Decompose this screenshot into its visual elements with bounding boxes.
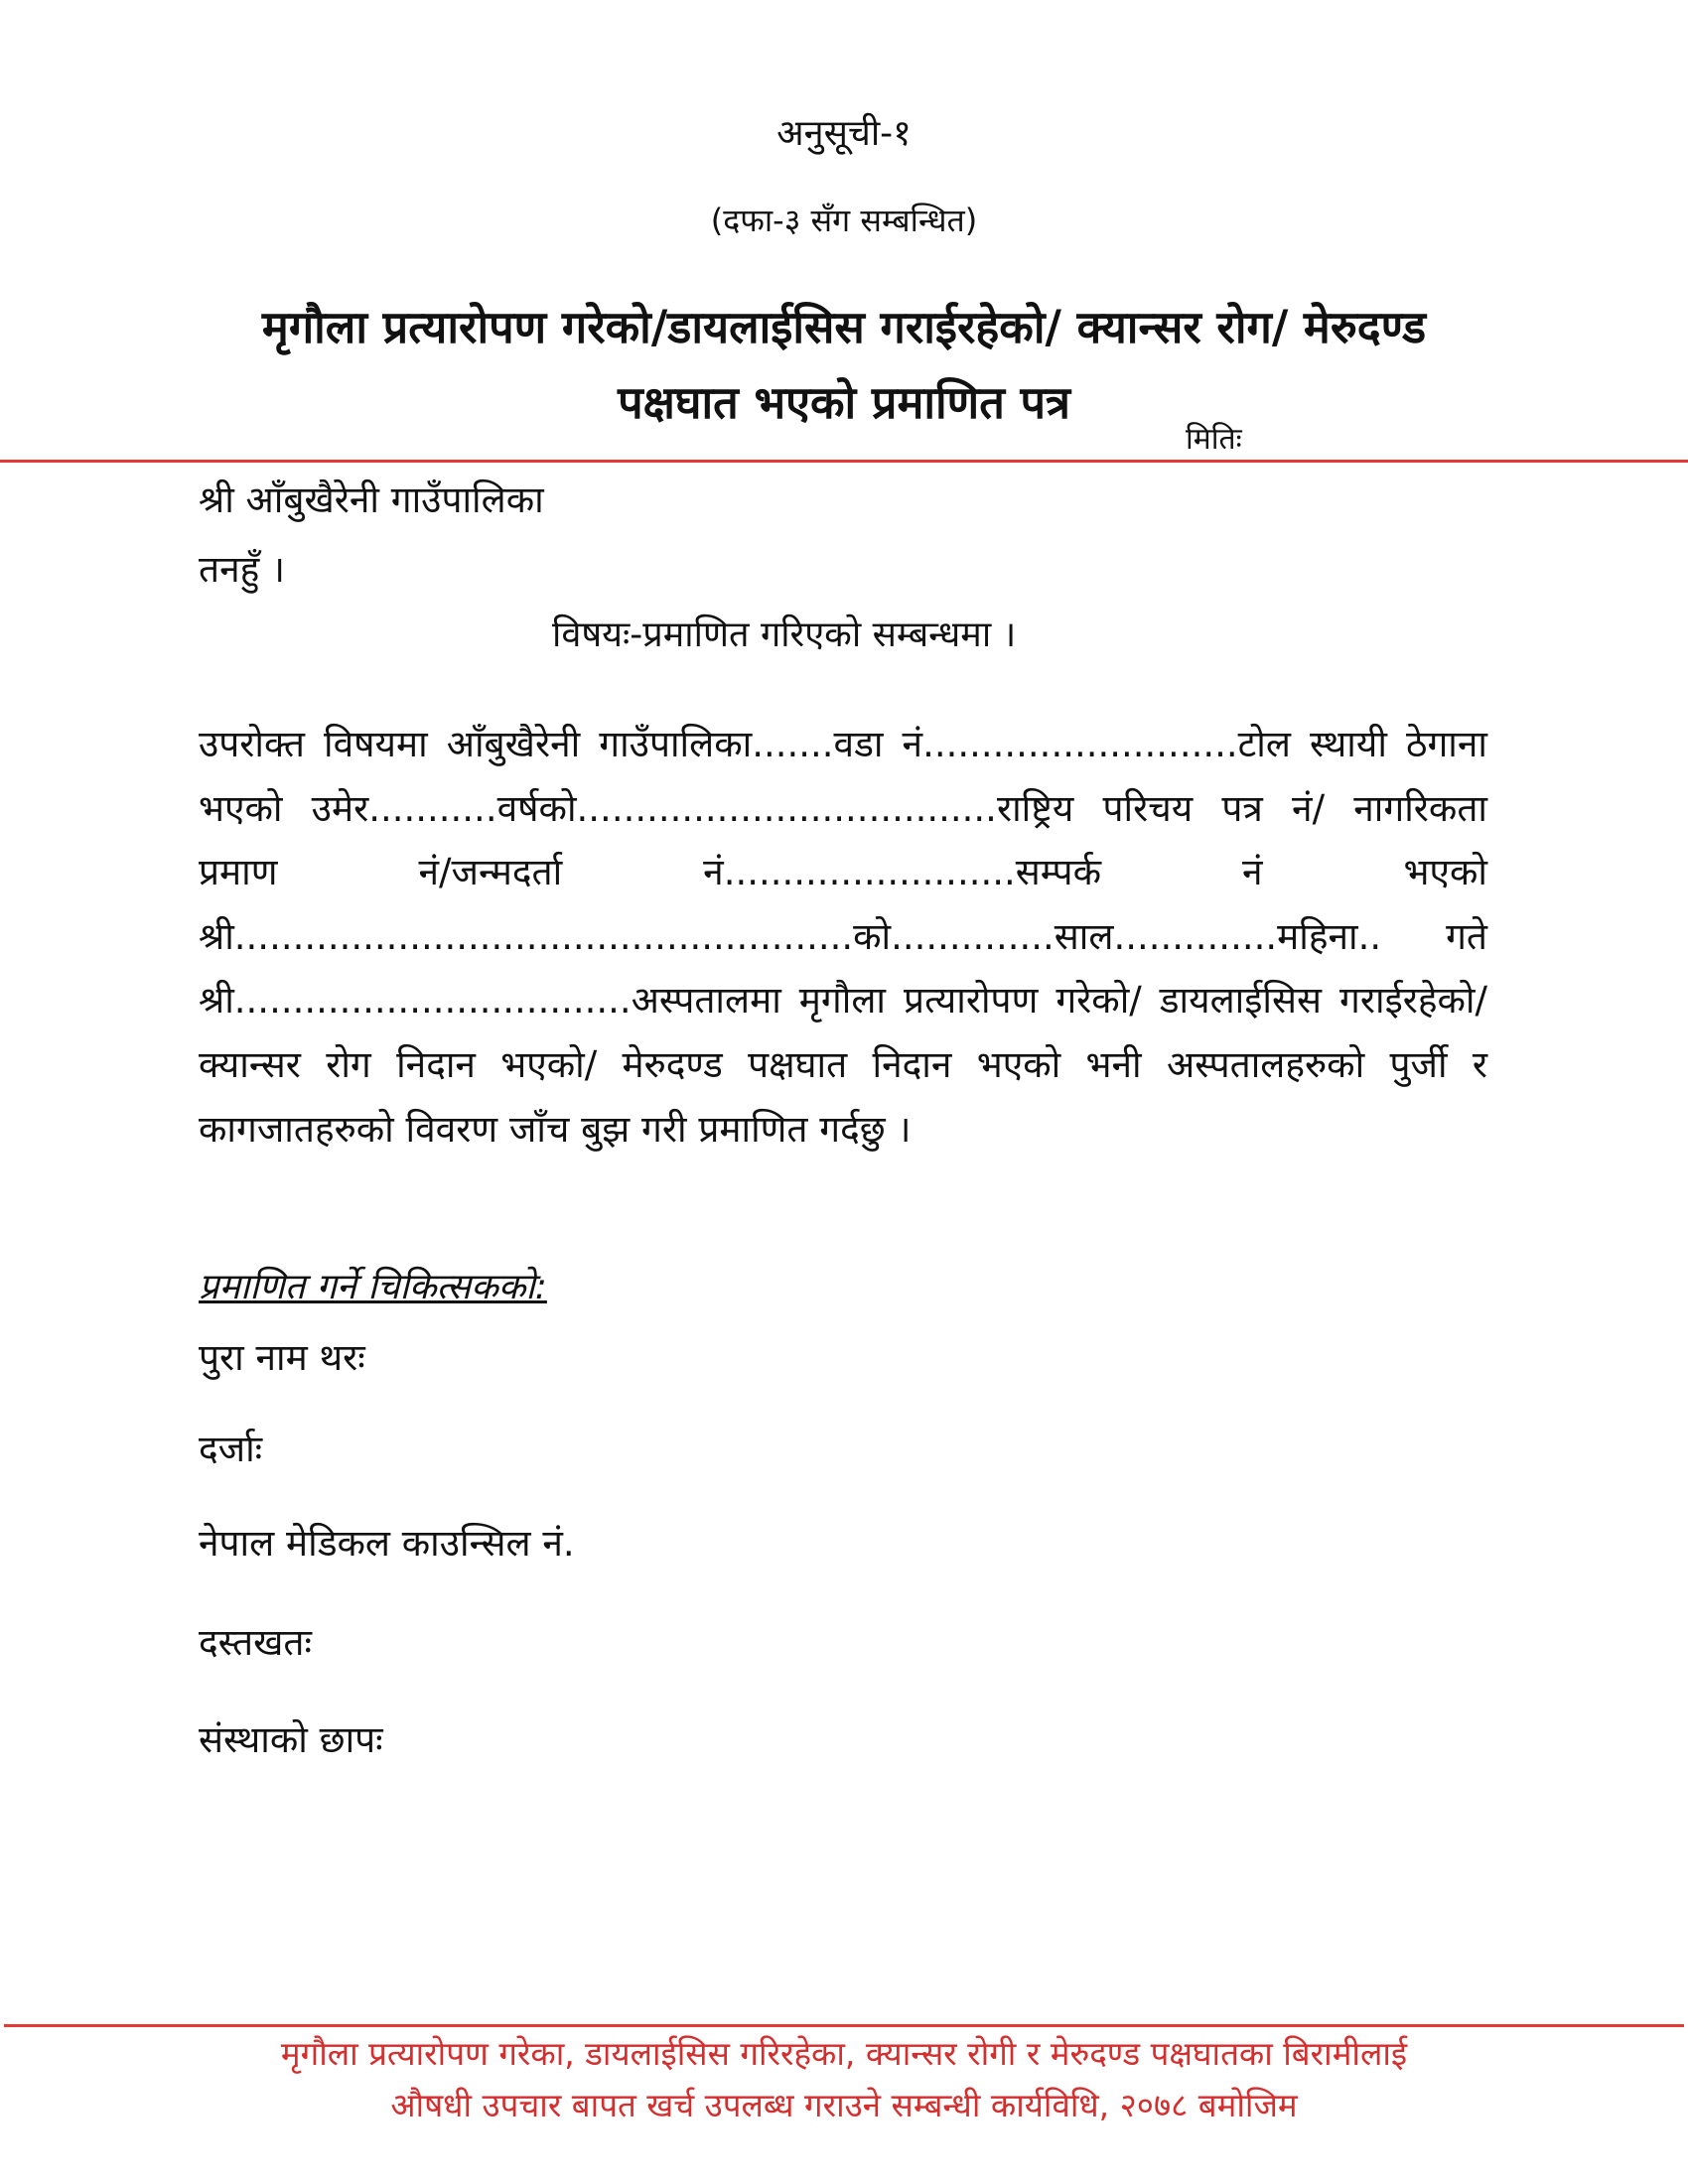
footer-line-1: मृगौला प्रत्यारोपण गरेका, डायलाईसिस गरिरहेका, क्यान्सर रोगी र मेरुदण्ड पक्षघातका बिरामीलाई <box>280 2034 1408 2073</box>
date-label: मितिः <box>1186 422 1242 457</box>
full-name-field: पुरा नाम थरः <box>199 1336 365 1379</box>
schedule-label: अनुसूची-१ <box>776 113 912 154</box>
body-paragraph: उपरोक्त विषयमा आँबुखैरेनी गाउँपालिका.......वडा नं...........................टोल स्थायी ठेगाना भएको उमेर...........वर्षको....................................राष्ट्रिय परिचय पत्र नं/ नागरिकता प्रमाण नं/जन्मदर्ता नं.........................सम्पर्क नं भएको श्री.....................................................को..............साल..............महिना.. गते श्री..................................अस्पतालमा मृगौला प्रत्यारोपण गरेको/ डायलाईसिस गराईरहेको/ क्यान्सर रोग निदान भएको/ मेरुदण्ड पक्षघात निदान भएको भनी अस्पतालहरुको पुर्जी र कागजातहरुको विवरण जाँच बुझ गरी प्रमाणित गर्दछु । <box>199 723 1487 1151</box>
subject-line: विषयः-प्रमाणित गरिएको सम्बन्धमा । <box>552 614 1017 655</box>
council-number-field: नेपाल मेडिकल काउन्सिल नं. <box>199 1522 575 1565</box>
signature-field: दस्तखतः <box>199 1621 312 1664</box>
document-title <box>149 290 1539 441</box>
certifier-heading: प्रमाणित गर्ने चिकित्सकको: <box>199 1267 547 1307</box>
recipient-line-2: तनहुँ । <box>199 548 286 591</box>
recipient-line-1: श्री आँबुखैरेनी गाउँपालिका <box>199 478 544 521</box>
section-reference: (दफा-३ सँग सम्बन्धित) <box>710 202 978 239</box>
bottom-divider <box>4 2024 1684 2027</box>
rank-field: दर्जाः <box>199 1428 263 1470</box>
top-divider <box>0 460 1688 463</box>
title-line-1: मृगौला प्रत्यारोपण गरेको/डायलाईसिस गराईरहेको/ क्यान्सर रोग/ मेरुदण्ड <box>261 301 1427 353</box>
footer-line-2: औषधी उपचार बापत खर्च उपलब्ध गराउने सम्बन्धी कार्यविधि, २०७८ बमोजिम <box>390 2086 1298 2124</box>
title-line-2: पक्षघात भएको प्रमाणित पत्र <box>618 376 1070 429</box>
stamp-field: संस्थाको छापः <box>199 1718 383 1761</box>
